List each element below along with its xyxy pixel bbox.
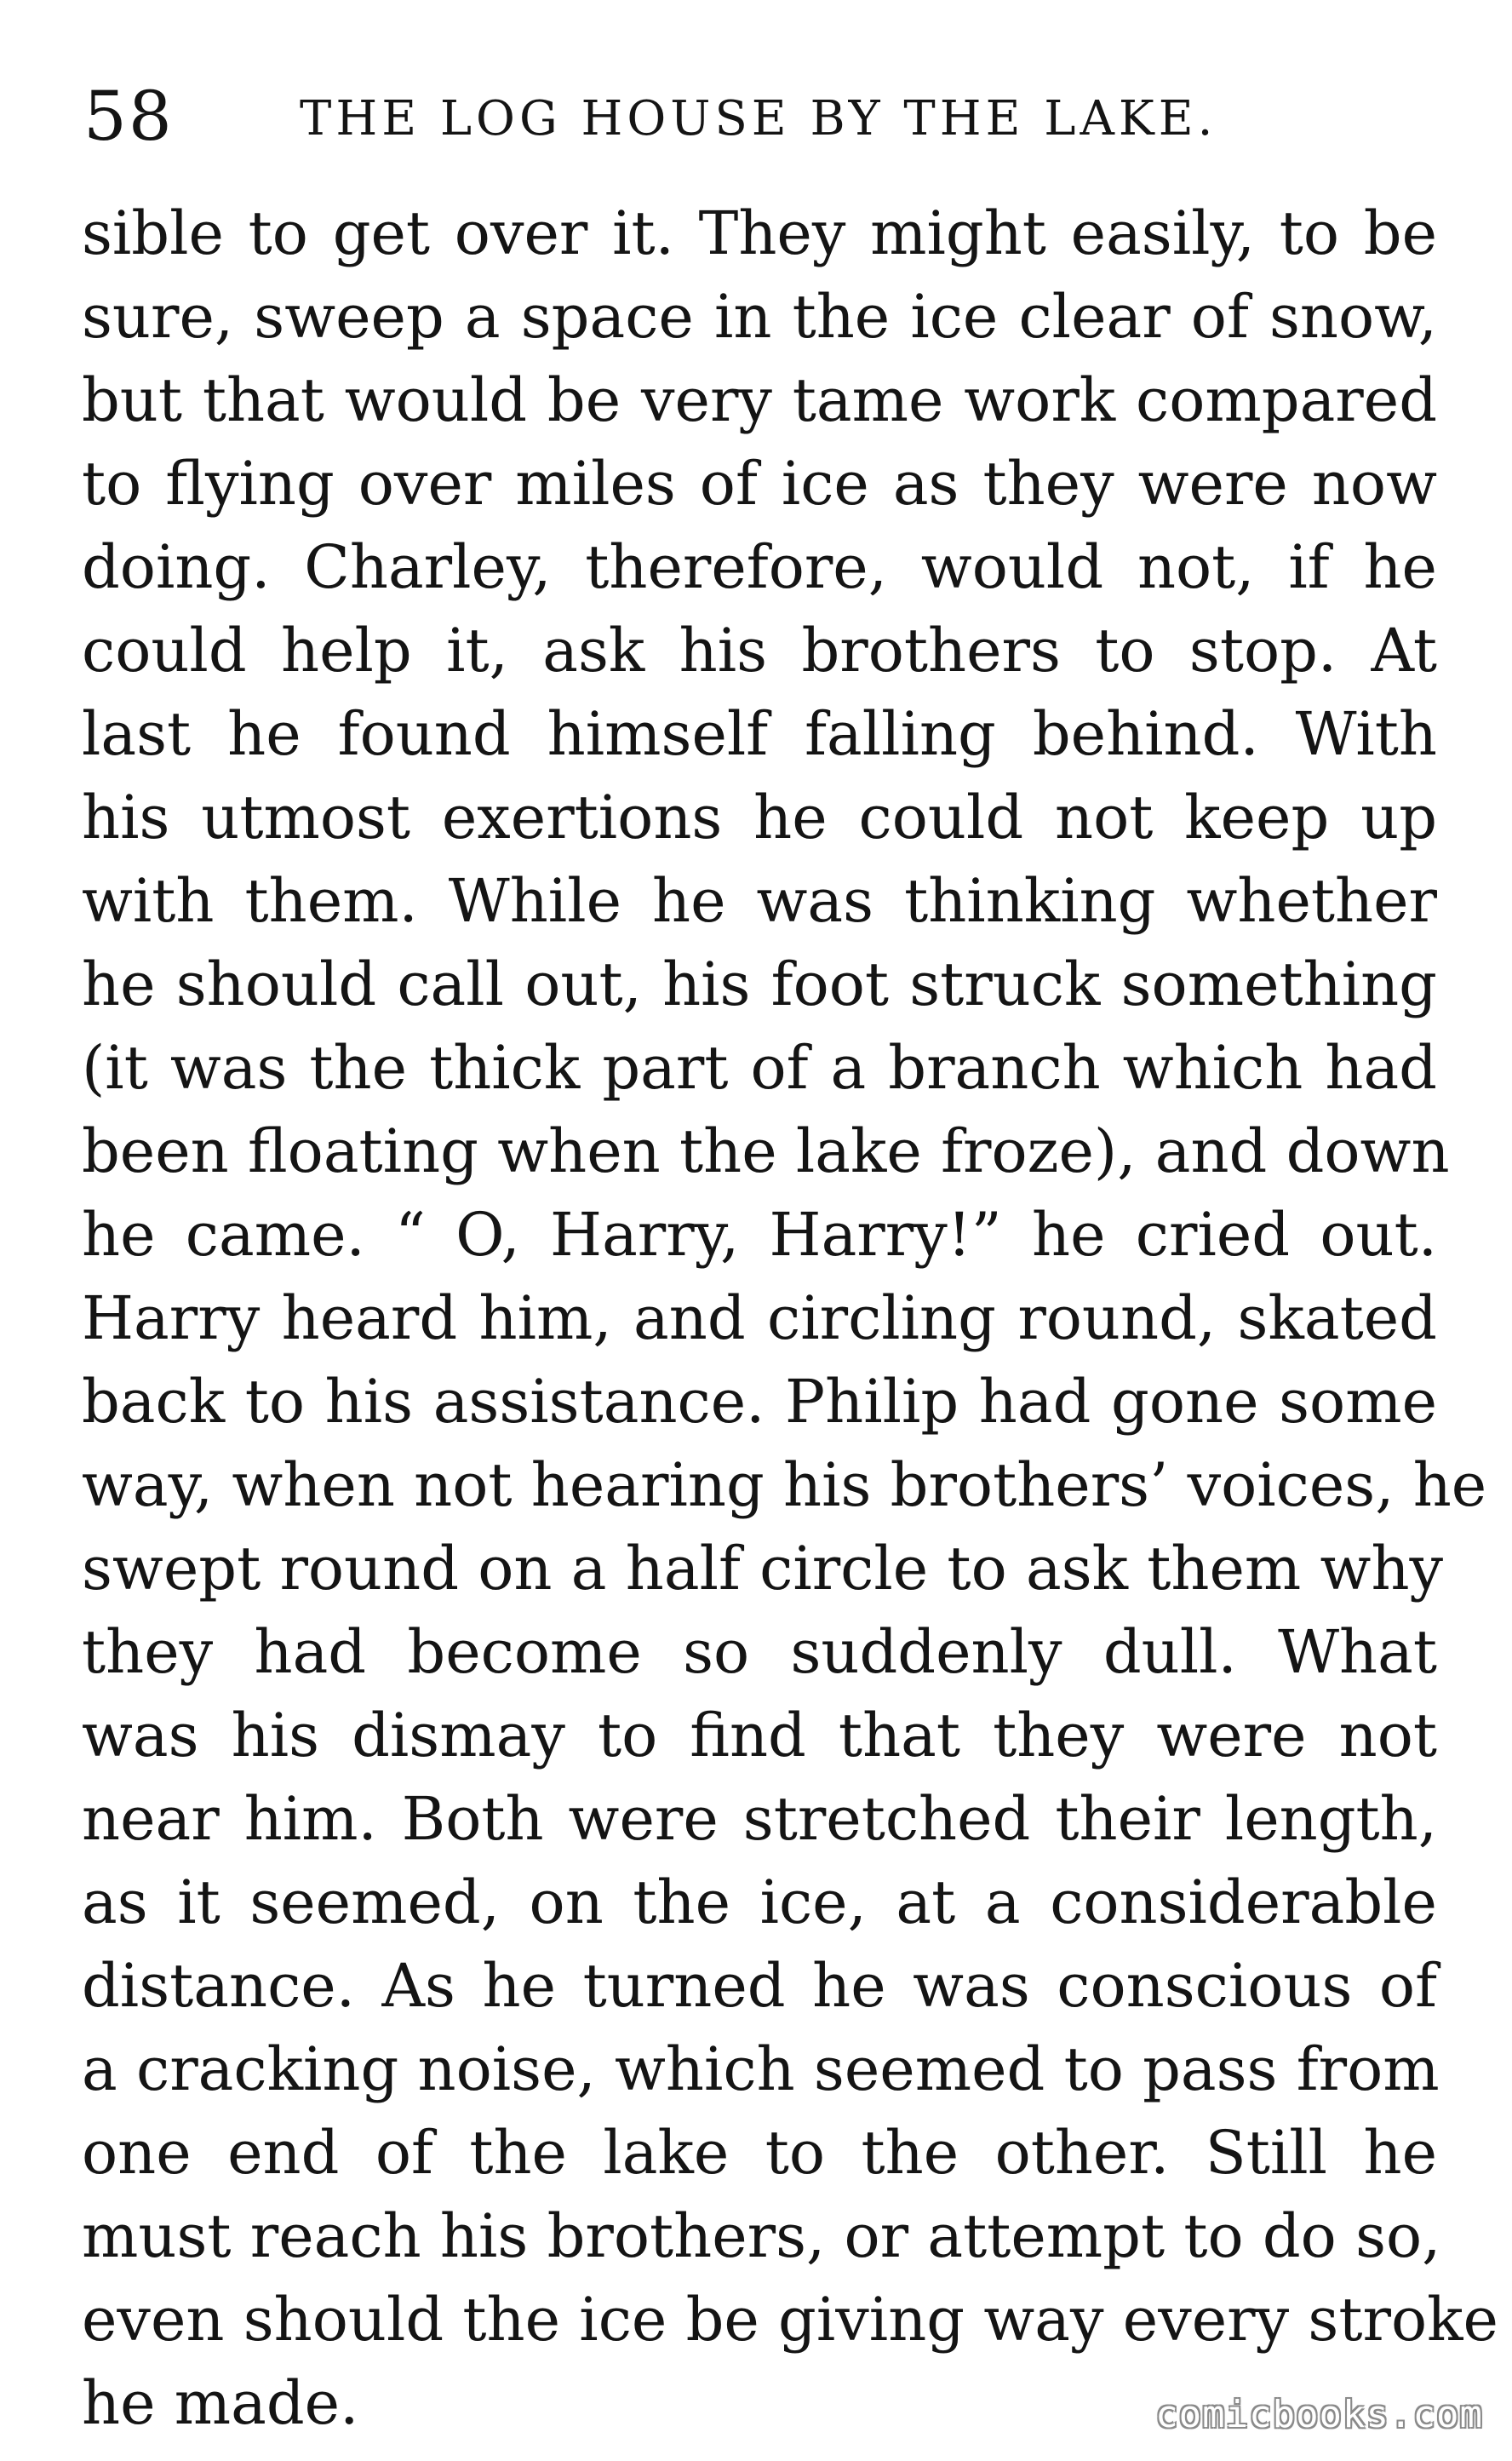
watermark: comicbooks.com — [1155, 2393, 1483, 2436]
text-line: was his dismay to find that they were not — [82, 1701, 1437, 1770]
text-line: swept round on a half circle to ask them why — [82, 1534, 1444, 1603]
text-line: near him. Both were stretched their length, — [82, 1784, 1437, 1854]
text-line: as it seemed, on the ice, at a considerable — [82, 1867, 1437, 1937]
text-line: last he found himself falling behind. With — [82, 699, 1437, 769]
text-line-last: he made. — [82, 2368, 359, 2438]
text-line: back to his assistance. Philip had gone some — [82, 1367, 1437, 1437]
text-line: with them. While he was thinking whether — [82, 866, 1437, 936]
text-line: must reach his brothers, or attempt to do so, — [82, 2201, 1441, 2271]
text-line: sure, sweep a space in the ice clear of snow, — [82, 282, 1437, 352]
text-line: been floating when the lake froze), and down — [82, 1116, 1450, 1186]
text-line: way, when not hearing his brothers’ voices, he — [82, 1450, 1487, 1520]
page-number: 58 — [83, 77, 174, 156]
text-line: doing. Charley, therefore, would not, if he — [82, 532, 1437, 602]
text-line: Harry heard him, and circling round, skated — [82, 1283, 1437, 1353]
text-line: a cracking noise, which seemed to pass from — [82, 2034, 1440, 2104]
text-line: he came. “ O, Harry, Harry!” he cried out. — [82, 1200, 1437, 1270]
text-line: could help it, ask his brothers to stop. At — [82, 616, 1437, 686]
text-line: but that would be very tame work compared — [82, 365, 1437, 435]
text-line: they had become so suddenly dull. What — [82, 1617, 1437, 1687]
text-line: he should call out, his foot struck something — [82, 949, 1437, 1019]
text-line: (it was the thick part of a branch which had — [82, 1033, 1437, 1103]
text-line: one end of the lake to the other. Still he — [82, 2118, 1437, 2188]
text-line: to flying over miles of ice as they were now — [82, 449, 1437, 519]
text-line: his utmost exertions he could not keep up — [82, 783, 1437, 852]
text-line: distance. As he turned he was conscious of — [82, 1951, 1437, 2021]
running-head: THE LOG HOUSE BY THE LAKE. — [300, 91, 1217, 146]
text-line: even should the ice be giving way every stroke — [82, 2285, 1498, 2355]
text-line: sible to get over it. They might easily, to be — [82, 198, 1437, 268]
